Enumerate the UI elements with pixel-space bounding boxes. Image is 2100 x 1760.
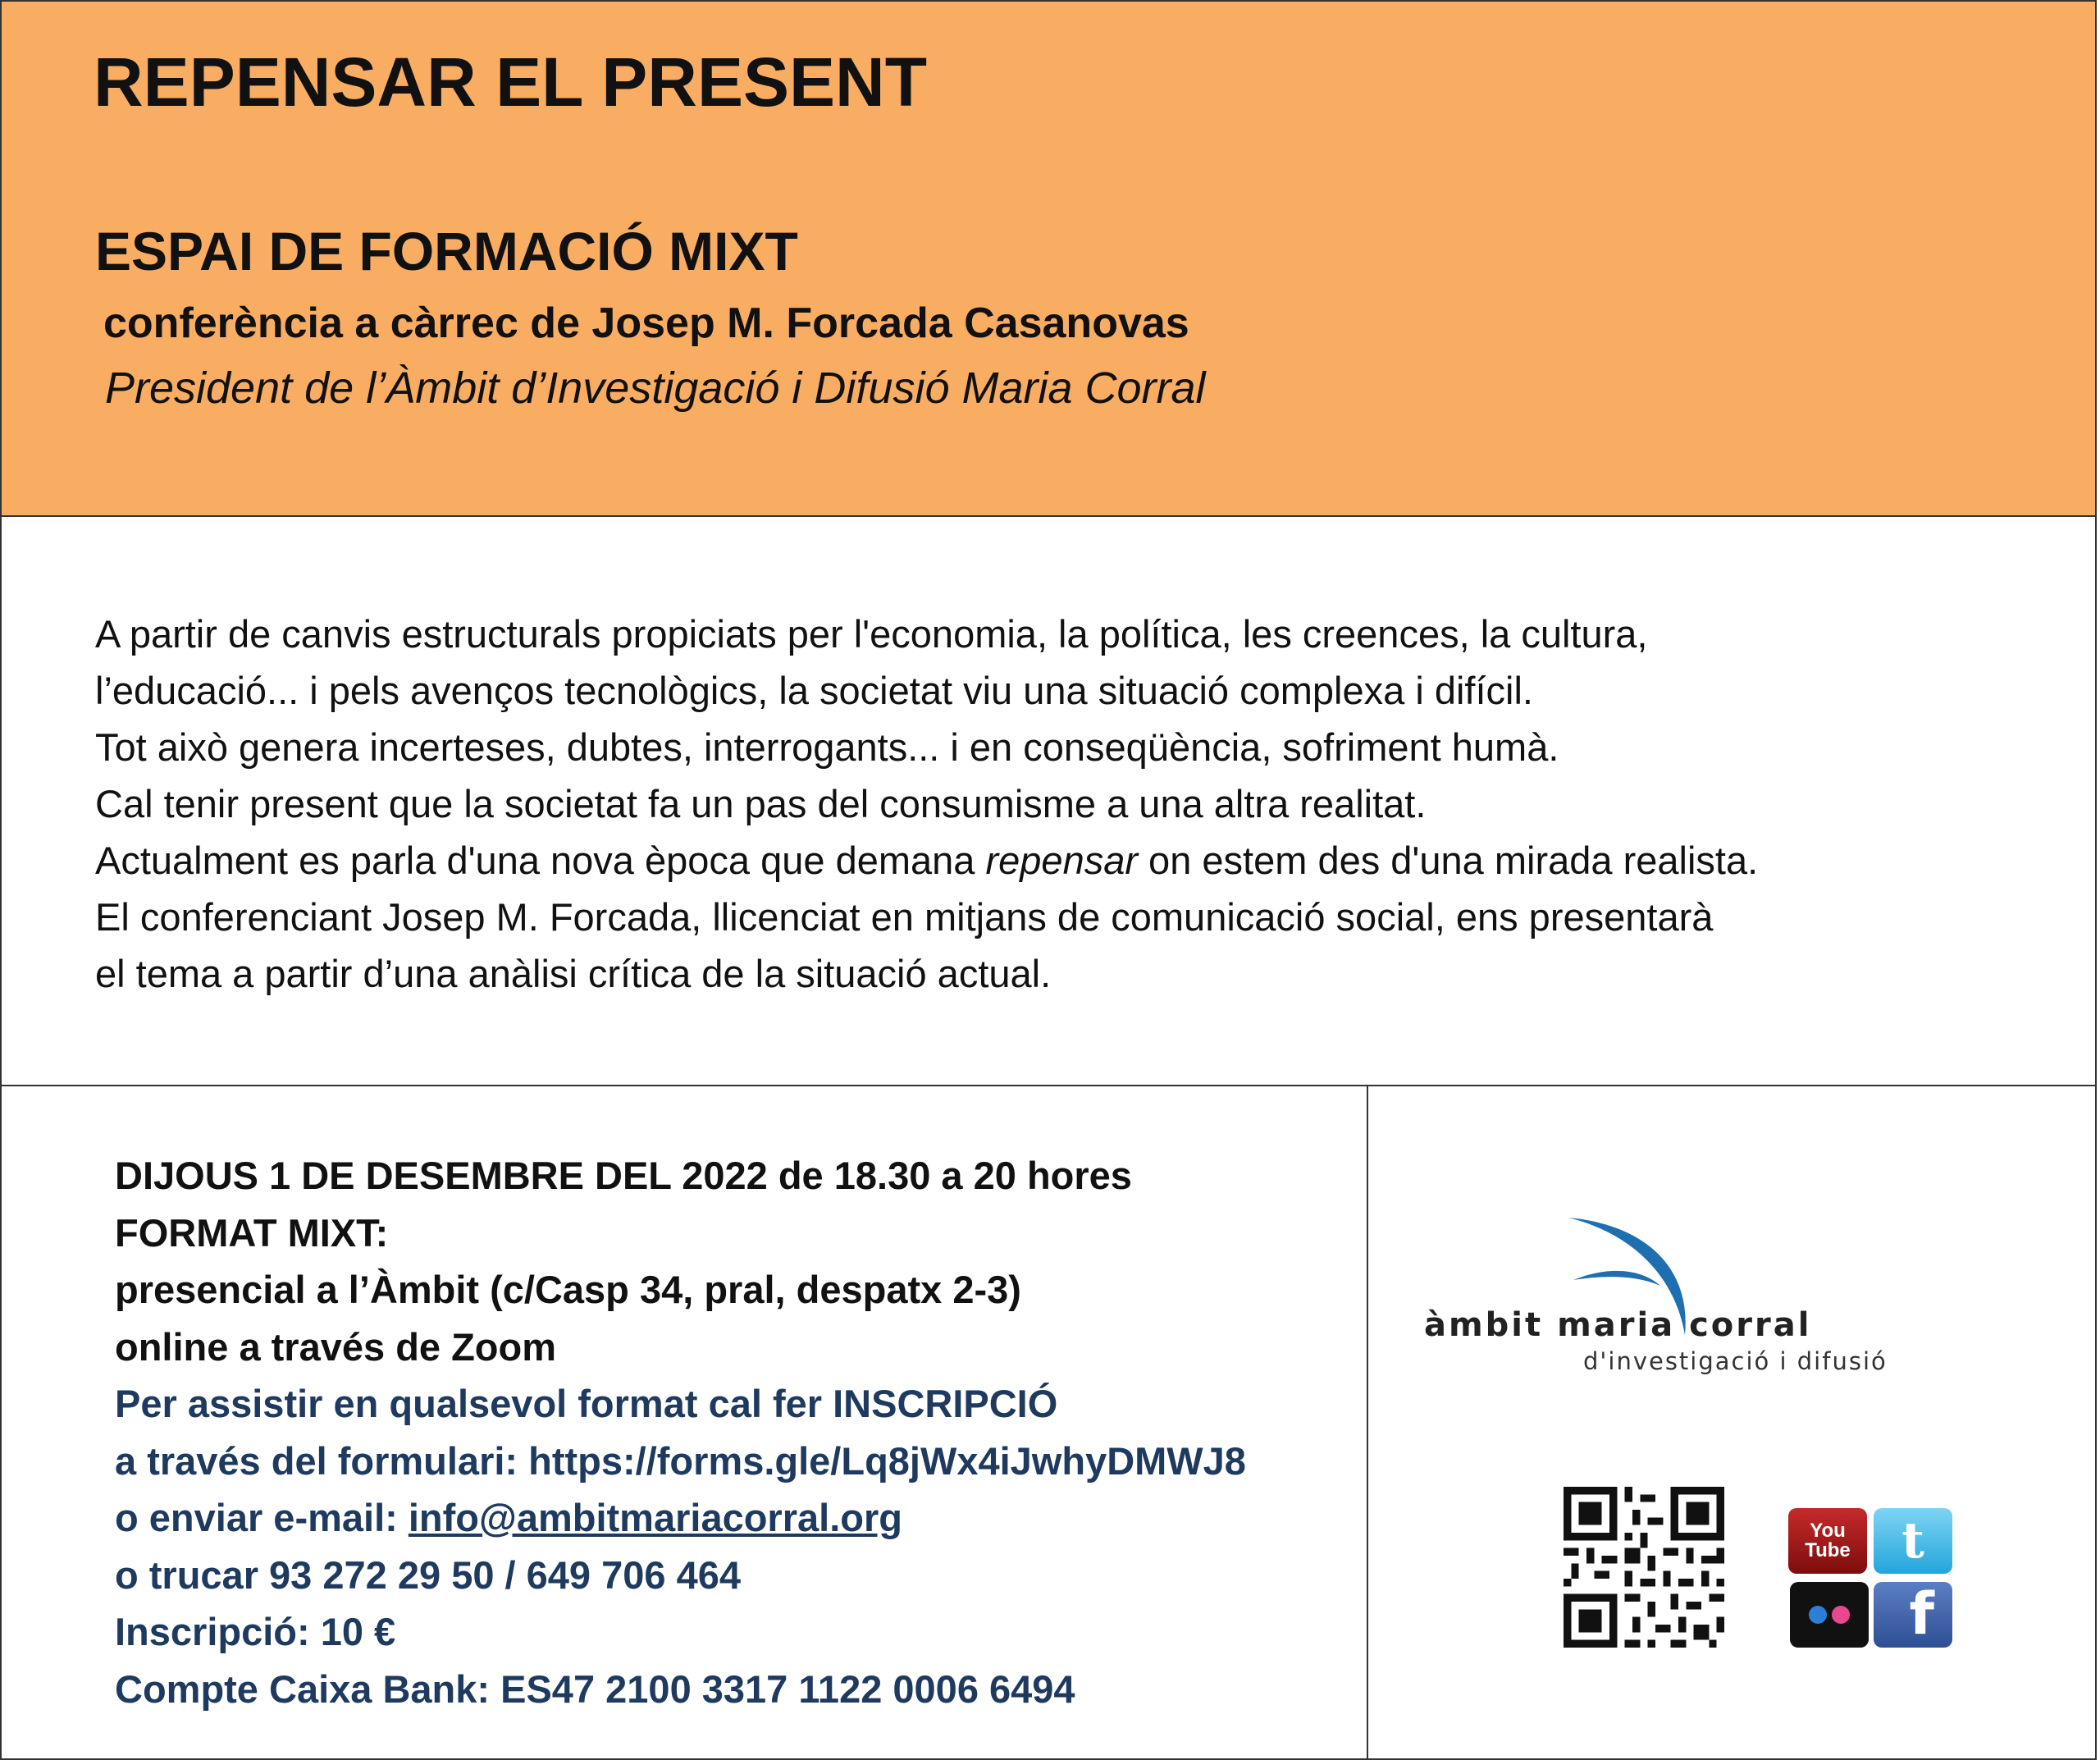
- speaker-line: conferència a càrrec de Josep M. Forcada Casanovas: [103, 299, 1189, 347]
- bank-account: Compte Caixa Bank: ES47 2100 3317 1122 0006 6494: [115, 1666, 1075, 1711]
- flickr-blue-dot: [1809, 1606, 1827, 1624]
- registration-note: Per assistir en qualsevol format cal fer INSCRIPCIÓ: [115, 1382, 1058, 1425]
- youtube-icon-top: You: [1810, 1520, 1846, 1542]
- description-text: [95, 606, 1758, 1002]
- twitter-icon[interactable]: t: [1874, 1508, 1952, 1574]
- description-line: l’educació... i pels avenços tecnològics, la societat viu una situació complexa i difícil.: [95, 669, 1533, 712]
- speaker-role: President de l’Àmbit d’Investigació i Difusió Maria Corral: [105, 363, 1206, 413]
- email-line: [115, 1489, 1246, 1547]
- description-line-end: on estem des d'una mirada realista.: [1138, 839, 1759, 882]
- logo-tagline: d'investigació i difusió: [1583, 1347, 1888, 1375]
- format-label: FORMAT MIXT:: [115, 1210, 389, 1255]
- event-subtitle: ESPAI DE FORMACIÓ MIXT: [95, 221, 798, 281]
- email-prefix: o enviar e-mail:: [115, 1496, 409, 1539]
- online-format: online a través de Zoom: [115, 1324, 557, 1369]
- details-box: [0, 1085, 2097, 1760]
- event-date: DIJOUS 1 DE DESEMBRE DEL 2022 de 18.30 a 20 hores: [115, 1154, 1132, 1197]
- qr-code-icon: [1564, 1487, 1724, 1648]
- flickr-icon[interactable]: [1790, 1582, 1869, 1648]
- phone-line: o trucar 93 272 29 50 / 649 706 464: [115, 1552, 742, 1597]
- description-line: el tema a partir d’una anàlisi crítica de la situació actual.: [95, 952, 1052, 995]
- description-line: A partir de canvis estructurals propiciats per l'economia, la política, les creences, la cultura,: [95, 612, 1648, 656]
- youtube-icon[interactable]: [1788, 1508, 1867, 1574]
- logo-name: àmbit maria corral: [1424, 1306, 1812, 1344]
- description-box: [0, 515, 2097, 1086]
- description-line: El conferenciant Josep M. Forcada, llicenciat en mitjans de comunicació social, ens presentarà: [95, 895, 1714, 939]
- event-details: [115, 1147, 1246, 1717]
- description-line: [95, 832, 1758, 889]
- description-line: Cal tenir present que la societat fa un pas del consumisme a una altra realitat.: [95, 782, 1427, 825]
- facebook-icon[interactable]: f: [1874, 1582, 1952, 1648]
- column-divider: [1367, 1085, 1368, 1758]
- youtube-icon-bottom: Tube: [1805, 1539, 1851, 1561]
- description-line-start: Actualment es parla d'una nova època que demana: [95, 839, 986, 882]
- in-person-location: presencial a l’Àmbit (c/Casp 34, pral, despatx 2-3): [115, 1268, 1021, 1311]
- emphasis-repensar: repensar: [985, 839, 1138, 882]
- flickr-pink-dot: [1832, 1606, 1850, 1624]
- page-title: REPENSAR EL PRESENT: [94, 43, 927, 121]
- fee-line: Inscripció: 10 €: [115, 1610, 396, 1653]
- form-link[interactable]: a través del formulari: https://forms.gle/Lq8jWx4iJwhyDMWJ8: [115, 1438, 1246, 1483]
- email-link[interactable]: info@ambitmariacorral.org: [408, 1496, 902, 1539]
- header-banner: [0, 0, 2097, 517]
- description-line: Tot això genera incerteses, dubtes, interrogants... i en conseqüència, sofriment humà.: [95, 725, 1559, 769]
